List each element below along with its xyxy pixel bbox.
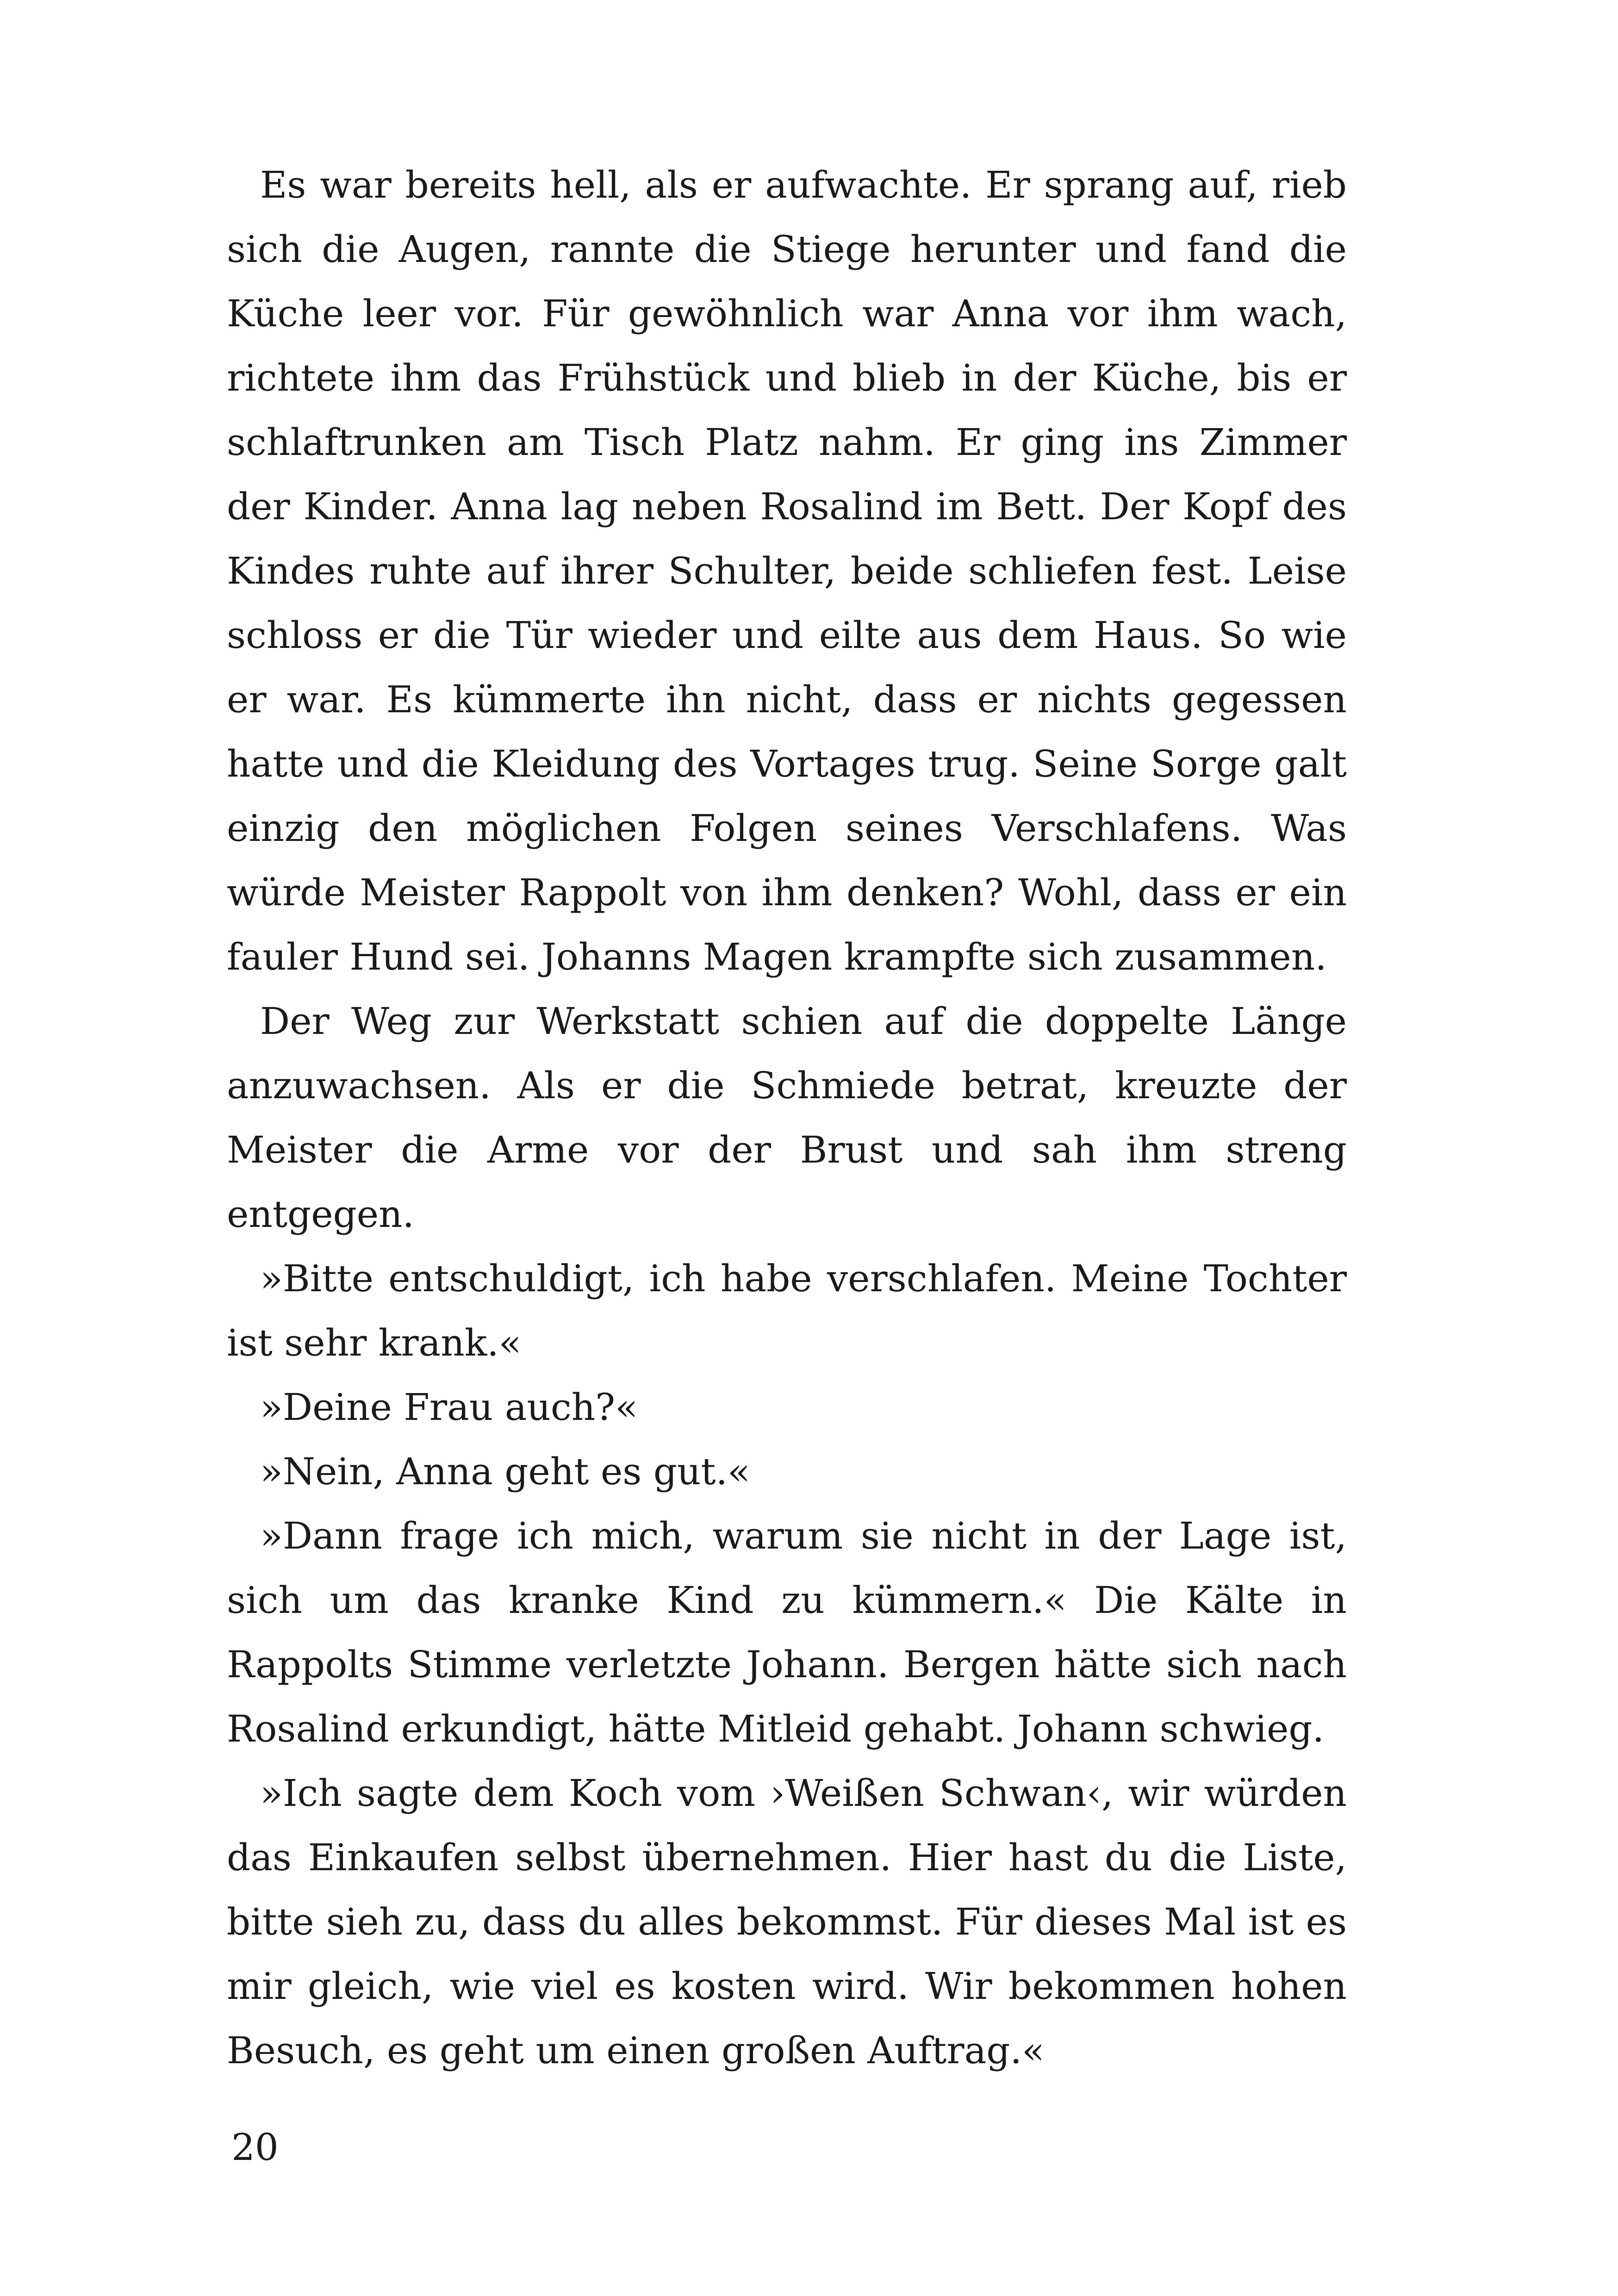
paragraph: »Ich sagte dem Koch vom ›Weißen Schwan‹, wir würden das Einkaufen selbst übernehmen. Hier hast du die Liste, bitte sieh zu, dass du alles bekommst. Für dieses Mal ist es mir gleich, wie viel es kosten wird. Wir bekommen hohen Besuch, es geht um einen großen Auftrag.« bbox=[227, 1772, 1347, 2072]
paragraph: Es war bereits hell, als er aufwachte. Er sprang auf, rieb sich die Augen, rannte die Stiege herunter und fand die Küche leer vor. Für gewöhnlich war Anna vor ihm wach, richtete ihm das Frühstück und blieb in der Küche, bis er schlaftrunken am Tisch Platz nahm. Er ging ins Zimmer der Kinder. Anna lag neben Rosalind im Bett. Der Kopf des Kindes ruhte auf ihrer Schulter, beide schliefen fest. Leise schloss er die Tür wieder und eilte aus dem Haus. So wie er war. Es kümmerte ihn nicht, dass er nichts gegessen hatte und die Kleidung des Vortages trug. Seine Sorge galt einzig den möglichen Folgen seines Verschlafens. Was würde Meister Rappolt von ihm denken? Wohl, dass er ein fauler Hund sei. Johanns Magen krampfte sich zusammen. bbox=[227, 163, 1347, 978]
body-text bbox=[227, 153, 1347, 2083]
paragraph: »Deine Frau auch?« bbox=[260, 1386, 638, 1429]
paragraph: »Bitte entschuldigt, ich habe verschlafen. Meine Tochter ist sehr krank.« bbox=[227, 1257, 1347, 1364]
paragraph: »Dann frage ich mich, warum sie nicht in der Lage ist, sich um das kranke Kind zu kümmern.« Die Kälte in Rappolts Stimme verletzte Johann. Bergen hätte sich nach Rosalind erkundigt, hätte Mitleid gehabt. Johann schwieg. bbox=[227, 1514, 1347, 1750]
paragraph: »Nein, Anna geht es gut.« bbox=[260, 1450, 750, 1493]
paragraph: Der Weg zur Werkstatt schien auf die doppelte Länge anzuwachsen. Als er die Schmiede betrat, kreuzte der Meister die Arme vor der Brust und sah ihm streng entgegen. bbox=[227, 1000, 1347, 1236]
page-number: 20 bbox=[231, 2126, 279, 2169]
